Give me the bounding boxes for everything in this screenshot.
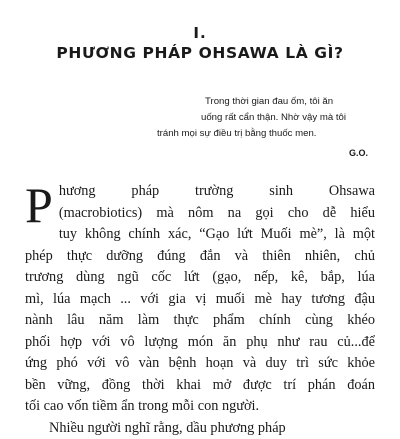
paragraph — [25, 181, 375, 418]
paragraph-line: trương dùng ngũ cốc lứt (gạo, nếp, kê, bắp, lúa — [25, 267, 375, 289]
epigraph — [205, 94, 375, 142]
epigraph-line: tránh mọi sự điều trị bằng thuốc men. — [157, 126, 375, 142]
paragraph-line: phép thực dưỡng đúng đắn và thiên nhiên, chủ — [25, 246, 375, 268]
chapter-title: PHƯƠNG PHÁP OHSAWA LÀ GÌ? — [0, 44, 400, 62]
paragraph-line: tối cao vốn tiềm ẩn trong mỗi con người. — [25, 396, 375, 418]
paragraph-line: mì, lúa mạch ... với gia vị muối mè hay tương đậu — [25, 289, 375, 311]
paragraph-line: hương pháp trường sinh Ohsawa — [25, 181, 375, 203]
body-text — [25, 181, 375, 439]
chapter-number: I. — [0, 24, 400, 42]
paragraph-line: bền vững, đồng thời khai mở được trí phán đoán — [25, 375, 375, 397]
paragraph-line: phối hợp với vô lượng món ăn phụ như rau củ...để — [25, 332, 375, 354]
paragraph-line: (macrobiotics) mà nôm na gọi cho dễ hiểu — [25, 203, 375, 225]
epigraph-author: G.O. — [0, 148, 368, 158]
paragraph-line: nành lâu năm làm thực phẩm chính cùng khéo — [25, 310, 375, 332]
drop-cap: P — [25, 185, 53, 225]
epigraph-line: Trong thời gian đau ốm, tôi ăn — [205, 94, 375, 110]
paragraph-start: Nhiều người nghĩ rằng, dầu phương pháp — [25, 418, 375, 439]
paragraph-line: ứng phó với vô vàn bệnh hoạn và duy trì sức khỏe — [25, 353, 375, 375]
epigraph-line: uống rất cẩn thận. Nhờ vậy mà tôi — [201, 110, 375, 126]
paragraph-line: tuy không chính xác, “Gạo lứt Muối mè”, là một — [25, 224, 375, 246]
